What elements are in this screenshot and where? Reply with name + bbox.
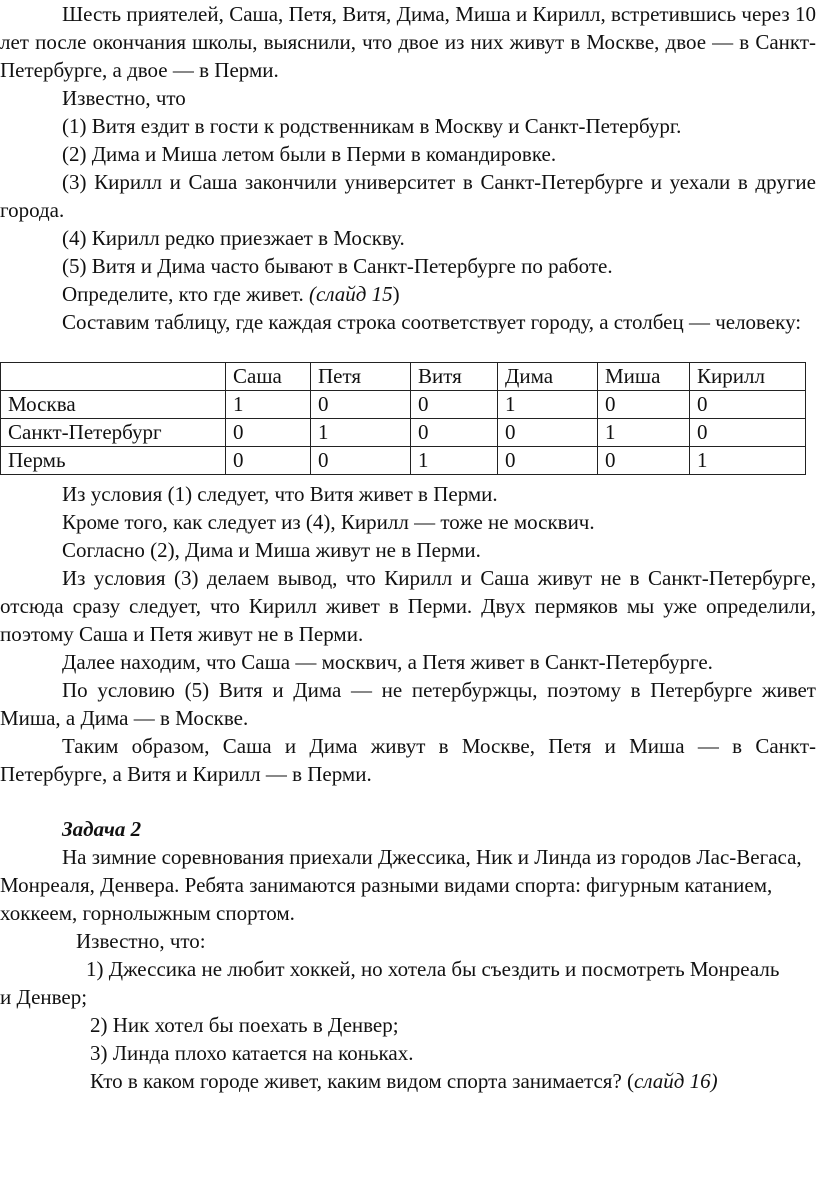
table-cell: 0 <box>311 447 411 475</box>
reasoning-5: Далее находим, что Саша — москвич, а Петя живет в Санкт-Петербурге. <box>62 650 713 674</box>
reasoning-7: Таким образом, Саша и Дима живут в Москве, Петя и Миша — в Санкт-Петербурге, а Витя и Кирилл — в Перми. <box>0 734 816 786</box>
table-header-cell: Саша <box>226 363 311 391</box>
condition-4: (4) Кирилл редко приезжает в Москву. <box>62 226 405 250</box>
table-header-cell: Дима <box>498 363 598 391</box>
table-cell: Москва <box>1 391 226 419</box>
table-cell: 1 <box>411 447 498 475</box>
task2-condition-3: 3) Линда плохо катается на коньках. <box>90 1041 414 1065</box>
table-cell: 1 <box>690 447 806 475</box>
table-header-cell <box>1 363 226 391</box>
reasoning-4: Из условия (3) делаем вывод, что Кирилл и Саша живут не в Санкт-Петербурге, отсюда сразу следует, что Кирилл живет в Перми. Двух пермяков мы уже определили, поэтому Саша и Петя живут не в Перми. <box>0 566 816 646</box>
table-cell: 0 <box>226 419 311 447</box>
task2-question <box>0 1067 816 1095</box>
table-cell: 1 <box>226 391 311 419</box>
table-header-cell: Миша <box>598 363 690 391</box>
table-cell: 0 <box>598 391 690 419</box>
table-cell: Пермь <box>1 447 226 475</box>
table-intro: Составим таблицу, где каждая строка соответствует городу, а столбец — человеку: <box>62 310 802 334</box>
table-cell: 0 <box>598 447 690 475</box>
task2-condition-1: 1) Джессика не любит хоккей, но хотела бы съездить и посмотреть Монреаль и Денвер; <box>0 957 780 1009</box>
table-cell: 1 <box>311 419 411 447</box>
table-cell: 0 <box>411 419 498 447</box>
task2-slide-ref: слайд 16) <box>634 1069 718 1093</box>
table-row <box>1 419 806 447</box>
table-cell: 0 <box>690 419 806 447</box>
condition-5: (5) Витя и Дима часто бывают в Санкт-Петербурге по работе. <box>62 254 613 278</box>
task2-question-label: Кто в каком городе живет, каким видом спорта занимается? ( <box>90 1069 635 1093</box>
table-cell: Санкт-Петербург <box>1 419 226 447</box>
slide-ref: (слайд 15 <box>309 282 393 306</box>
table-cell: 1 <box>598 419 690 447</box>
table-header-cell: Кирилл <box>690 363 806 391</box>
intro-paragraph: Шесть приятелей, Саша, Петя, Витя, Дима, Миша и Кирилл, встретившись через 10 лет после окончания школы, выяснили, что двое из них живут в Москве, двое — в Санкт-Петербурге, а двое — в Перми. <box>0 2 816 82</box>
question-label: Определите, кто где живет. <box>62 282 310 306</box>
condition-2: (2) Дима и Миша летом были в Перми в командировке. <box>62 142 557 166</box>
table-header-cell: Витя <box>411 363 498 391</box>
city-person-table <box>0 362 806 475</box>
known-text: Известно, что <box>62 86 186 110</box>
table-cell: 0 <box>226 447 311 475</box>
table-header-cell: Петя <box>311 363 411 391</box>
table-row <box>1 391 806 419</box>
condition-3: (3) Кирилл и Саша закончили университет в Санкт-Петербурге и уехали в другие города. <box>0 170 816 222</box>
reasoning-3: Согласно (2), Дима и Миша живут не в Перми. <box>62 538 481 562</box>
table-row <box>1 447 806 475</box>
task2-heading: Задача 2 <box>62 817 142 841</box>
condition-1: (1) Витя ездит в гости к родственникам в Москву и Санкт-Петербург. <box>62 114 682 138</box>
reasoning-1: Из условия (1) следует, что Витя живет в Перми. <box>62 482 498 506</box>
table-cell: 0 <box>311 391 411 419</box>
table-cell: 1 <box>498 391 598 419</box>
task2-intro: На зимние соревнования приехали Джессика, Ник и Линда из городов Лас-Вегаса, Монреаля, Денвера. Ребята занимаются разными видами спорта: фигурным катанием, хоккеем, горнолыжным спортом. <box>0 845 802 925</box>
table-cell: 0 <box>498 419 598 447</box>
slide-ref-close: ) <box>392 282 400 306</box>
question-text <box>0 280 816 308</box>
reasoning-6: По условию (5) Витя и Дима — не петербуржцы, поэтому в Петербурге живет Миша, а Дима — в Москве. <box>0 678 816 730</box>
table-cell: 0 <box>498 447 598 475</box>
table-header-row <box>1 363 806 391</box>
reasoning-2: Кроме того, как следует из (4), Кирилл — тоже не москвич. <box>62 510 595 534</box>
table-cell: 0 <box>690 391 806 419</box>
table-cell: 0 <box>411 391 498 419</box>
task2-condition-2: 2) Ник хотел бы поехать в Денвер; <box>90 1013 399 1037</box>
task2-known: Известно, что: <box>76 929 206 953</box>
